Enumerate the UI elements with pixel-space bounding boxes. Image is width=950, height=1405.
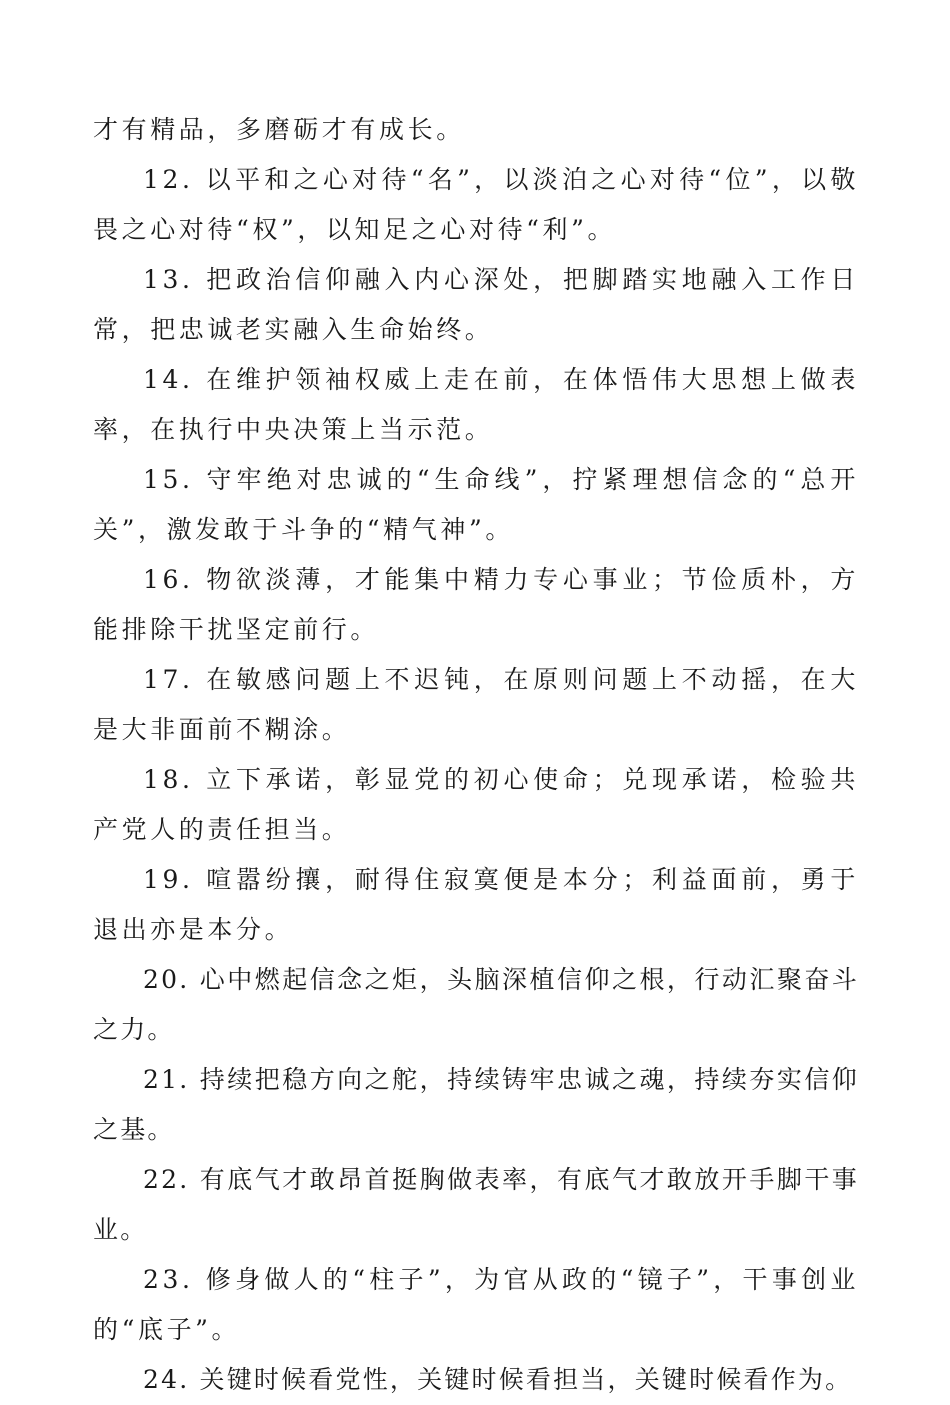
list-item-16: 16. 物欲淡薄，才能集中精力专心事业；节俭质朴，方能排除干扰坚定前行。 — [93, 565, 859, 644]
list-item-21: 21. 持续把稳方向之舵，持续铸牢忠诚之魂，持续夯实信仰之基。 — [93, 1065, 859, 1144]
list-item-12: 12. 以平和之心对待“名”，以淡泊之心对待“位”，以敬畏之心对待“权”，以知足之心对待“利”。 — [93, 165, 859, 244]
list-item-15: 15. 守牢绝对忠诚的“生命线”，拧紧理想信念的“总开关”，激发敢于斗争的“精气神”。 — [93, 465, 859, 544]
list-item-22: 22. 有底气才敢昂首挺胸做表率，有底气才敢放开手脚干事业。 — [93, 1165, 859, 1244]
list-item-13: 13. 把政治信仰融入内心深处，把脚踏实地融入工作日常，把忠诚老实融入生命始终。 — [93, 265, 859, 344]
list-item-24: 24. 关键时候看党性，关键时候看担当，关键时候看作为。 — [143, 1365, 853, 1394]
list-item-23: 23. 修身做人的“柱子”，为官从政的“镜子”，干事创业的“底子”。 — [93, 1265, 859, 1344]
list-item-19: 19. 喧嚣纷攘，耐得住寂寞便是本分；利益面前，勇于退出亦是本分。 — [93, 865, 859, 944]
list-item-20: 20. 心中燃起信念之炬，头脑深植信仰之根，行动汇聚奋斗之力。 — [93, 965, 859, 1044]
list-item-17: 17. 在敏感问题上不迟钝，在原则问题上不动摇，在大是大非面前不糊涂。 — [93, 665, 859, 744]
paragraph-continuation: 才有精品，多磨砺才有成长。 — [93, 115, 465, 144]
list-item-18: 18. 立下承诺，彰显党的初心使命；兑现承诺，检验共产党人的责任担当。 — [93, 765, 859, 844]
document-body — [93, 105, 859, 1405]
list-item-14: 14. 在维护领袖权威上走在前，在体悟伟大思想上做表率，在执行中央决策上当示范。 — [93, 365, 859, 444]
